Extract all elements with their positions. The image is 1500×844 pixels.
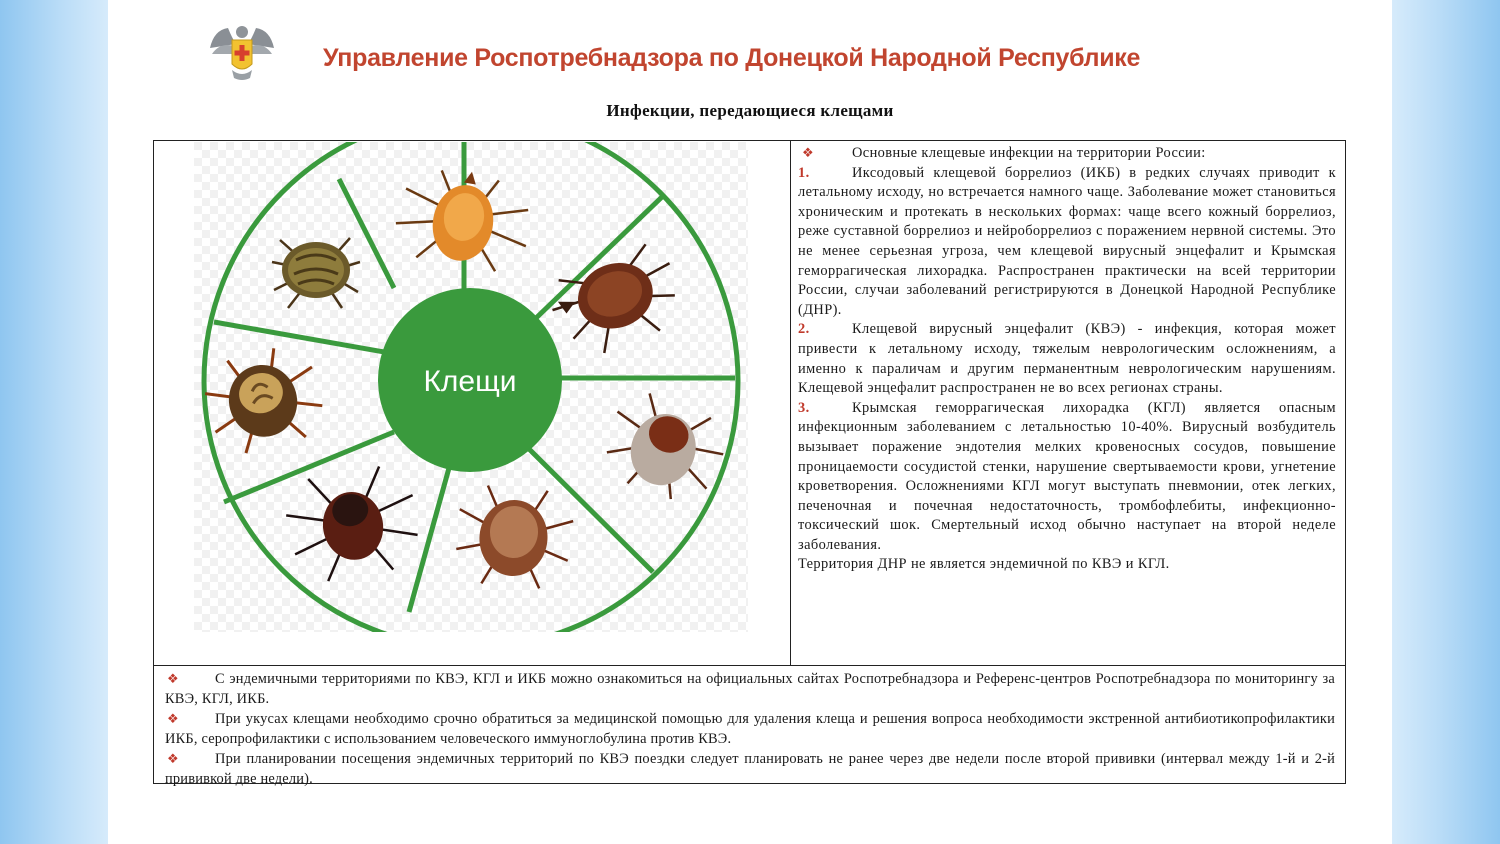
bullet-icon: ❖ (167, 671, 179, 686)
column-divider (790, 141, 791, 665)
note-item (165, 669, 1335, 709)
intro-text: Основные клещевые инфекции на территории России: (852, 145, 1206, 161)
bullet-icon: ❖ (167, 751, 179, 767)
bullet-icon: ❖ (802, 145, 815, 160)
note-text: При укусах клещами необходимо срочно обратиться за медицинской помощью для удаления клеща и решения вопроса необходимости экстренной антибиотикопрофилактики ИКБ, серопрофилактики с использованием человеческого иммуноглобулина против КВЭ. (165, 711, 1335, 747)
bullet-icon: ❖ (167, 711, 179, 727)
infection-paragraph-1 (798, 164, 1336, 321)
bottom-notes (165, 669, 1335, 790)
page-title: Инфекции, передающиеся клещами (606, 101, 894, 120)
infection-paragraph-2 (798, 320, 1336, 398)
infection-paragraph-3 (798, 399, 1336, 556)
row-divider (154, 665, 1345, 666)
infection-text: Клещевой вирусный энцефалит (КВЭ) - инфекция, которая может привести к летальному исходу, тяжелым неврологическим осложнениям, а именно к параличам и другим перманентным неврологическим нарушениям. Клещевой энцефалит распространен не во всех регионах страны. (798, 321, 1336, 397)
note-text: При планировании посещения эндемичных территорий по КВЭ поездки следует планировать не ранее через две недели после второй прививки (интервал между 1-й и 2-й прививкой две недели). (165, 751, 1335, 787)
note-text: С эндемичными территориями по КВЭ, КГЛ и ИКБ можно ознакомиться на официальных сайтах Роспотребнадзора и Референс-центров Роспотребнадзора по мониторингу за КВЭ, КГЛ, ИКБ. (165, 671, 1335, 707)
rospotrebnadzor-emblem-icon (206, 18, 278, 86)
infection-text: Иксодовый клещевой боррелиоз (ИКБ) в редких случаях приводит к летальному исходу, но встречается намного чаще. Заболевание может становиться хроническим и протекать в нескольких формах: чаще всего кожный боррелиоз, реже суставной боррелиоз и нейроборрелиоз с поражением нервной системы. Это не менее серьезная угроза, чем клещевой вирусный энцефалит и Крымская геморрагическая лихорадка. Распространен практически на всей территории России, случаи заболеваний регистрируются в Донецкой Народной Республике (ДНР). (798, 164, 1336, 318)
infection-number: 3. (798, 399, 810, 416)
note-item (165, 749, 1335, 789)
territory-note: Территория ДНР не является эндемичной по КВЭ и КГЛ. (798, 556, 1170, 573)
tick-wheel-figure (194, 142, 748, 632)
infection-number: 2. (798, 321, 810, 338)
note-item (165, 709, 1335, 749)
infection-text: Крымская геморрагическая лихорадка (КГЛ) является опасным инфекционным заболеванием с летальностью 10-40%. Вирусный возбудитель вызывает поражение эндотелия мелких кровеносных сосудов, повышение проницаемости сосудистой стенки, нарушение свертываемости крови, угнетение кроветворения. Осложнениями КГЛ могут выступать пневмонии, отек легких, печеночная и почечная недостаточность, тромбофлебиты, инфекционно-токсический шок. Смертельный исход обычно наступает на второй неделе заболевания. (798, 399, 1336, 553)
infection-number: 1. (798, 164, 810, 181)
organization-title: Управление Роспотребнадзора по Донецкой Народной Республике (323, 44, 1141, 72)
center-label: Клещи (423, 365, 517, 398)
content-frame (153, 140, 1346, 787)
infections-text-column (798, 143, 1336, 575)
document-page (108, 0, 1392, 844)
intro-paragraph (798, 143, 1336, 164)
